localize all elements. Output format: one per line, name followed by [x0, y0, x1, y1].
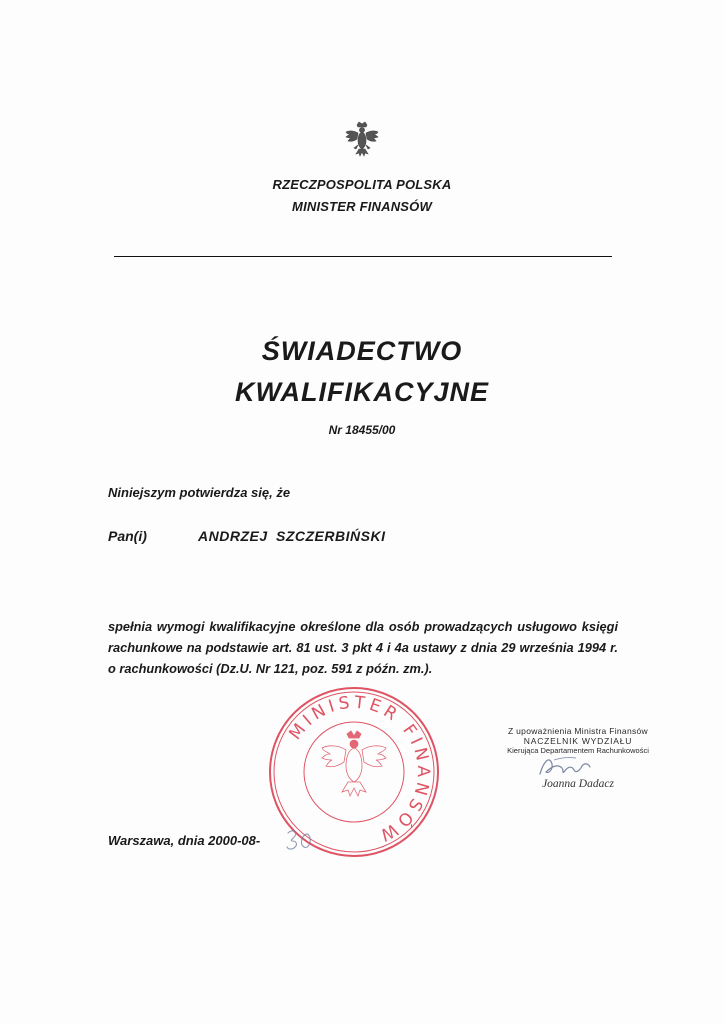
authorization-block — [478, 726, 678, 755]
polish-eagle-emblem — [342, 119, 382, 159]
header-ministry: MINISTER FINANSÓW — [292, 199, 432, 214]
authorization-line1: Z upoważnienia Ministra Finansów — [508, 726, 648, 736]
handwritten-day — [283, 827, 323, 853]
document-title-line1: ŚWIADECTWO — [261, 336, 463, 366]
signer-name: Joanna Dadacz — [542, 778, 614, 790]
qualification-statement: spełnia wymogi kwalifikacyjne określone dla osób prowadzących usługowo księgi rachunkowe na podstawie art. 81 ust. 3 pkt 4 i 4a ustawy z dnia 29 września 1994 r. o rachunkowości (Dz.U. Nr 121, poz. 591 z późn. zm.). — [108, 619, 618, 676]
intro-text: Niniejszym potwierdza się, że — [108, 485, 291, 500]
header-country: RZECZPOSPOLITA POLSKA — [272, 177, 452, 192]
place-and-date: Warszawa, dnia 2000-08- — [108, 833, 261, 848]
certificate-number: Nr 18455/00 — [328, 423, 396, 437]
authorization-line2: NACZELNIK WYDZIAŁU — [523, 736, 633, 746]
authorization-line3: Kierująca Departamentem Rachunkowości — [507, 746, 649, 755]
person-name: ANDRZEJ SZCZERBIŃSKI — [198, 528, 386, 544]
person-label: Pan(i) — [108, 528, 147, 544]
header-divider — [114, 256, 612, 257]
document-title-line2: KWALIFIKACYJNE — [234, 377, 489, 407]
stamp-text: MINISTER FINANSÓW — [285, 692, 434, 847]
